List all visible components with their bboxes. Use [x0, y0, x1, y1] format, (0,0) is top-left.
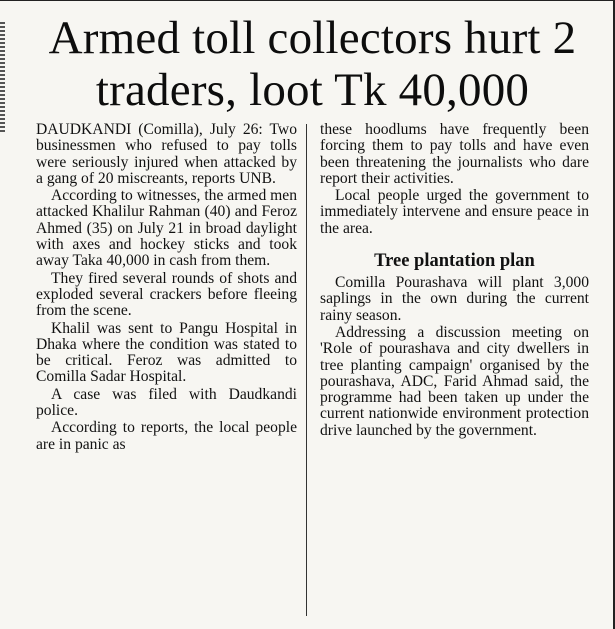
paragraph-hospital: Khalil was sent to Pangu Hospital in Dhaka where the condition was stated to be critical. Feroz was admitted to Comilla Sadar Hospital.: [36, 319, 297, 386]
headline: Armed toll collectors hurt 2 traders, loot Tk 40,000: [48, 12, 577, 116]
paragraph-case: A case was filed with Daudkandi police.: [36, 385, 297, 420]
scan-edge-mark: [0, 22, 5, 132]
paragraph-dateline: DAUDKANDI (Comilla), July 26: Two businessmen who refused to pay tolls were seriously injured when attacked by a gang of 20 miscreants, reports UNB.: [36, 121, 297, 187]
paragraph-saplings: Comilla Pourashava will plant 3,000 saplings in the own during the current rainy season.: [320, 274, 589, 324]
paragraph-shots: They fired several rounds of shots and exploded several crackers before fleeing from the scene.: [36, 269, 297, 320]
paragraph-continuation: these hoodlums have frequently been forcing them to pay tolls and have even been threatening the journalists who dare report their activities.: [320, 121, 589, 187]
left-column: [36, 122, 297, 454]
subhead-tree-plantation: Tree plantation plan: [374, 251, 535, 272]
paragraph-panic: According to reports, the local people are in panic as: [36, 419, 297, 453]
paragraph-witnesses: According to witnesses, the armed men attacked Khalilur Rahman (40) and Feroz Ahmed (35) on July 21 in broad daylight with axes and hockey sticks and took away Taka 40,000 in cash from them.: [36, 187, 297, 270]
right-column: [320, 122, 589, 440]
column-divider: [306, 124, 307, 616]
paragraph-local-people: Local people urged the government to immediately intervene and ensure peace in the area.: [320, 187, 589, 237]
paragraph-discussion: Addressing a discussion meeting on 'Role of pourashava and city dwellers in tree planting campaign' organised by the pourashava, ADC, Farid Ahmad said, the programme had been taken up under the current nationwide environment protection drive launched by the government.: [320, 323, 589, 439]
